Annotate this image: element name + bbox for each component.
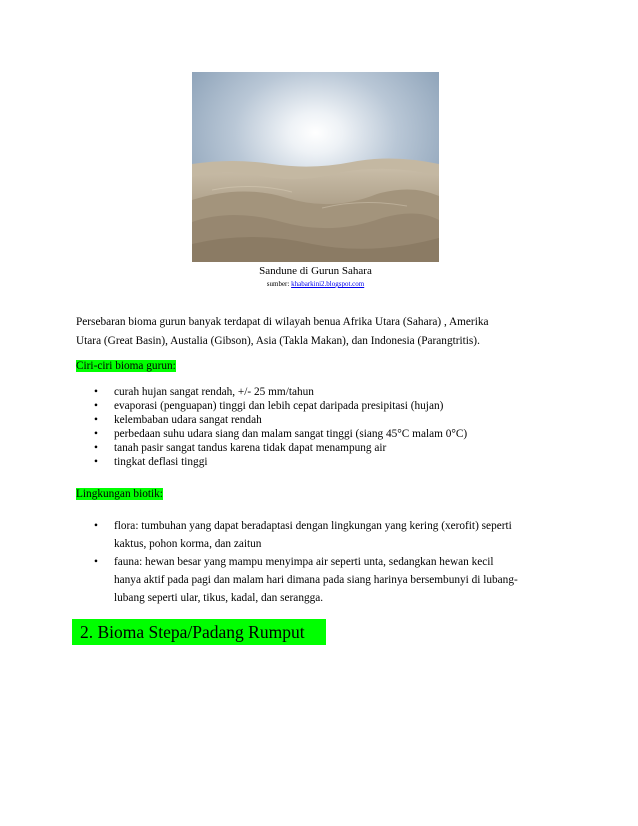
- section-2-heading: 2. Bioma Stepa/Padang Rumput: [72, 619, 326, 645]
- bullet-icon: •: [94, 414, 98, 426]
- ciri-heading: [76, 359, 176, 373]
- list-item: • kelembaban udara sangat rendah: [94, 414, 262, 426]
- figure-caption: Sandune di Gurun Sahara: [259, 265, 372, 277]
- bullet-icon: •: [94, 400, 98, 412]
- source-link[interactable]: khabarkini2.blogspot.com: [291, 280, 365, 288]
- list-item: • perbedaan suhu udara siang dan malam sangat tinggi (siang 45°C malam 0°C): [94, 428, 468, 440]
- list-item: • tanah pasir sangat tandus karena tidak dapat menampung air: [94, 442, 387, 454]
- biotik-list: [76, 517, 556, 607]
- ciri-list: [76, 385, 556, 469]
- list-item: • fauna: hewan besar yang mampu menyimpa air seperti unta, sedangkan hewan kecil hanya aktif pada pagi dan malam hari dimana pada siang harinya bersembunyi di lubang- lubang seperti ular, tikus, kadal, dan serangga.: [76, 553, 556, 607]
- list-item: • tingkat deflasi tinggi: [94, 456, 208, 468]
- bullet-icon: •: [94, 386, 98, 398]
- intro-line-1: Persebaran bioma gurun banyak terdapat di wilayah benua Afrika Utara (Sahara) , Amerika: [76, 316, 489, 328]
- sand-dune-image: [192, 72, 439, 262]
- list-item: • evaporasi (penguapan) tinggi dan lebih cepat daripada presipitasi (hujan): [94, 400, 444, 412]
- biotik-heading-text: Lingkungan biotik:: [76, 488, 163, 500]
- biotik-heading: [76, 487, 163, 501]
- list-item: • flora: tumbuhan yang dapat beradaptasi dengan lingkungan yang kering (xerofit) seperti kaktus, pohon korma, dan zaitun: [76, 517, 556, 553]
- source-label: sumber:: [266, 280, 290, 288]
- intro-line-2: Utara (Great Basin), Austalia (Gibson), Asia (Takla Makan), dan Indonesia (Parangtritis).: [76, 335, 480, 347]
- bullet-icon: •: [94, 442, 98, 454]
- intro-paragraph: [76, 313, 546, 351]
- bullet-icon: •: [94, 456, 98, 468]
- ciri-heading-text: Ciri-ciri bioma gurun:: [76, 360, 176, 372]
- bullet-icon: •: [94, 520, 98, 532]
- figure-source: [192, 280, 439, 288]
- list-item: • curah hujan sangat rendah, +/- 25 mm/tahun: [94, 386, 314, 398]
- desert-photo: [192, 72, 439, 262]
- bullet-icon: •: [94, 556, 98, 568]
- bullet-icon: •: [94, 428, 98, 440]
